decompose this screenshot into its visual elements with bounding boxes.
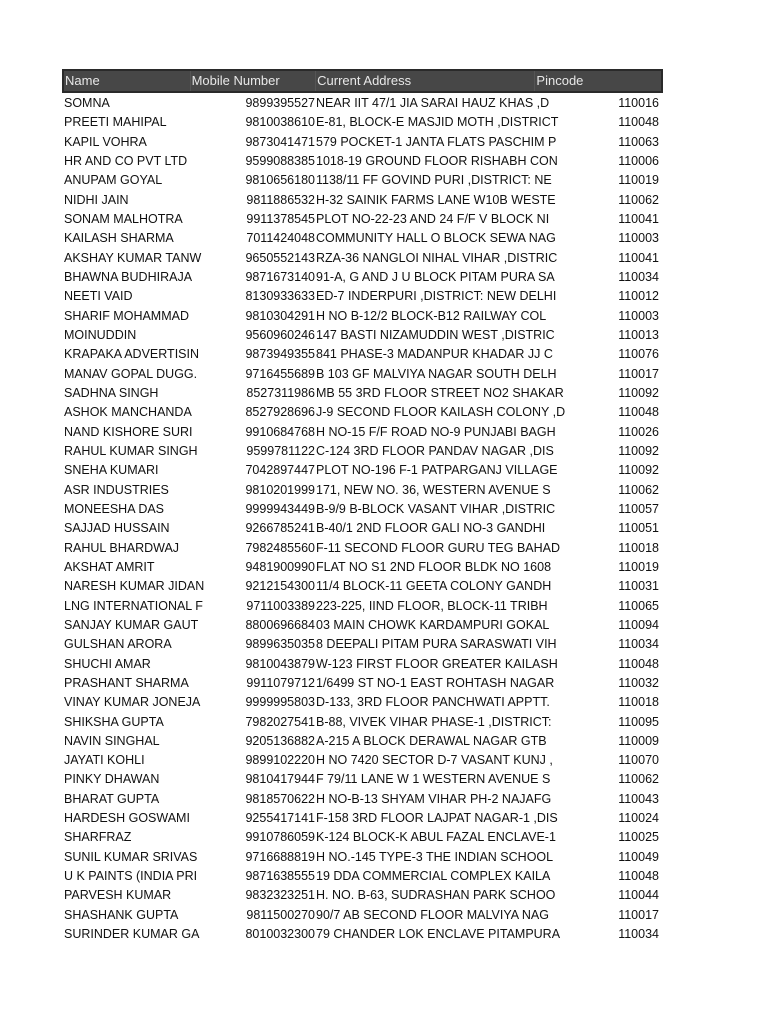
cell-pincode[interactable]: 110049 (618, 849, 659, 864)
cell-name[interactable]: SHUCHI AMAR (64, 656, 151, 671)
table-row (62, 461, 662, 480)
cell-mobile-number[interactable]: 7982485560 (245, 540, 315, 555)
cell-mobile-number[interactable]: 9711003389 (246, 598, 315, 613)
cell-mobile-number[interactable]: 9910786059 (245, 830, 315, 845)
cell-mobile-number[interactable]: 9873041471 (245, 134, 315, 149)
cell-current-address[interactable]: B-88, VIVEK VIHAR PHASE-1 ,DISTRICT: (316, 714, 552, 729)
cell-pincode[interactable]: 110019 (618, 173, 659, 188)
cell-name[interactable]: LNG INTERNATIONAL F (64, 598, 203, 613)
cell-current-address[interactable]: W-123 FIRST FLOOR GREATER KAILASH (316, 656, 558, 671)
cell-mobile-number[interactable]: 9999995803 (245, 695, 315, 710)
cell-name[interactable]: BHAWNA BUDHIRAJA (64, 269, 193, 284)
cell-mobile-number[interactable]: 9212154300 (245, 579, 315, 594)
cell-mobile-number[interactable]: 9481900990 (245, 559, 315, 574)
cell-current-address[interactable]: H-32 SAINIK FARMS LANE W10B WESTE (316, 192, 556, 207)
table-row (62, 191, 662, 210)
table-row (62, 94, 662, 113)
table-row (62, 113, 662, 132)
cell-name[interactable]: SHASHANK GUPTA (64, 907, 179, 922)
cell-pincode[interactable]: 110092 (618, 463, 659, 478)
table-row (62, 828, 662, 847)
cell-mobile-number[interactable]: 9911079712 (246, 675, 315, 690)
cell-mobile-number[interactable]: 8130933633 (245, 289, 315, 304)
header-row (62, 69, 663, 93)
cell-current-address[interactable]: H NO-15 F/F ROAD NO-9 PUNJABI BAGH (316, 424, 556, 439)
cell-mobile-number[interactable]: 9911378545 (246, 211, 315, 226)
table-row (62, 790, 662, 809)
cell-name[interactable]: SHARIF MOHAMMAD (64, 308, 189, 323)
cell-name[interactable]: MOINUDDIN (64, 327, 137, 342)
cell-mobile-number[interactable]: 8527928696 (245, 405, 315, 420)
cell-name[interactable]: ASR INDUSTRIES (64, 482, 169, 497)
cell-name[interactable]: GULSHAN ARORA (64, 637, 172, 652)
cell-pincode[interactable]: 110048 (618, 405, 659, 420)
cell-pincode[interactable]: 110016 (618, 96, 659, 110)
table-row (62, 848, 662, 867)
header-name[interactable]: Name (64, 71, 191, 91)
cell-name[interactable]: NAVIN SINGHAL (64, 733, 160, 748)
header-pincode[interactable]: Pincode (535, 71, 661, 91)
table-row (62, 635, 662, 654)
cell-mobile-number[interactable]: 9873949355 (245, 347, 315, 362)
cell-current-address[interactable]: 1018-19 GROUND FLOOR RISHABH CON (316, 153, 558, 168)
cell-current-address[interactable]: PLOT NO-196 F-1 PATPARGANJ VILLAGE (316, 463, 558, 478)
table-row (62, 171, 662, 190)
cell-current-address[interactable]: 1/6499 ST NO-1 EAST ROHTASH NAGAR (316, 675, 555, 690)
table-row (62, 287, 662, 306)
cell-mobile-number[interactable]: 8800696684 (245, 617, 315, 632)
cell-pincode[interactable]: 110026 (618, 424, 659, 439)
cell-mobile-number[interactable]: 9899102220 (245, 753, 315, 768)
cell-mobile-number[interactable]: 9810417944 (245, 772, 315, 787)
cell-name[interactable]: SADHNA SINGH (64, 385, 159, 400)
cell-name[interactable]: MANAV GOPAL DUGG. (64, 366, 198, 381)
cell-pincode[interactable]: 110065 (618, 598, 659, 613)
cell-name[interactable]: BHARAT GUPTA (64, 791, 160, 806)
cell-pincode[interactable]: 110034 (618, 637, 659, 652)
cell-pincode[interactable]: 110041 (618, 250, 659, 265)
cell-name[interactable]: RAHUL KUMAR SINGH (64, 443, 198, 458)
table-row (62, 906, 662, 925)
cell-mobile-number[interactable]: 9899635035 (245, 637, 315, 652)
cell-current-address[interactable]: F-11 SECOND FLOOR GURU TEG BAHAD (316, 540, 561, 555)
cell-mobile-number[interactable]: 7982027541 (245, 714, 315, 729)
table-row (62, 616, 662, 635)
table-row (62, 268, 662, 287)
cell-mobile-number[interactable]: 8527311986 (246, 385, 315, 400)
cell-mobile-number[interactable]: 9716688819 (245, 849, 315, 864)
cell-pincode[interactable]: 110013 (618, 327, 659, 342)
cell-pincode[interactable]: 110019 (618, 559, 659, 574)
table-row (62, 442, 662, 461)
cell-pincode[interactable]: 110044 (618, 888, 659, 903)
cell-name[interactable]: KRAPAKA ADVERTISIN (64, 347, 200, 362)
cell-name[interactable]: KAPIL VOHRA (64, 134, 147, 149)
cell-mobile-number[interactable]: 9810304291 (245, 308, 315, 323)
table-row (62, 925, 662, 944)
cell-pincode[interactable]: 110048 (618, 869, 659, 884)
cell-mobile-number[interactable]: 9810656180 (245, 173, 315, 188)
cell-name[interactable]: SONAM MALHOTRA (64, 211, 183, 226)
cell-current-address[interactable]: 90/7 AB SECOND FLOOR MALVIYA NAG (316, 907, 549, 922)
table-row (62, 655, 662, 674)
cell-name[interactable]: SHIKSHA GUPTA (64, 714, 164, 729)
cell-mobile-number[interactable]: 9811500270 (246, 907, 315, 922)
table-row (62, 558, 662, 577)
cell-current-address[interactable]: H NO B-12/2 BLOCK-B12 RAILWAY COL (316, 308, 547, 323)
cell-mobile-number[interactable]: 7011424048 (246, 231, 315, 246)
cell-mobile-number[interactable]: 9599781122 (246, 443, 315, 458)
cell-mobile-number[interactable]: 9818570622 (245, 791, 315, 806)
table-row (62, 152, 662, 171)
cell-name[interactable]: PREETI MAHIPAL (64, 115, 167, 130)
cell-name[interactable]: ANUPAM GOYAL (64, 173, 163, 188)
cell-pincode[interactable]: 110092 (618, 385, 659, 400)
table-row (62, 519, 662, 538)
cell-current-address[interactable]: 8 DEEPALI PITAM PURA SARASWATI VIH (316, 637, 557, 652)
cell-current-address[interactable]: J-9 SECOND FLOOR KAILASH COLONY ,D (316, 405, 566, 420)
table-row (62, 597, 662, 616)
cell-pincode[interactable]: 110003 (618, 308, 659, 323)
cell-mobile-number[interactable]: 9910684768 (245, 424, 315, 439)
cell-current-address[interactable]: NEAR IIT 47/1 JIA SARAI HAUZ KHAS ,D (316, 96, 550, 110)
cell-mobile-number[interactable]: 8010032300 (245, 927, 315, 942)
cell-name[interactable]: NIDHI JAIN (64, 192, 129, 207)
cell-mobile-number[interactable]: 9810043879 (245, 656, 315, 671)
cell-name[interactable]: NAND KISHORE SURI (64, 424, 193, 439)
cell-mobile-number[interactable]: 9871638555 (245, 869, 315, 884)
cell-current-address[interactable]: 147 BASTI NIZAMUDDIN WEST ,DISTRIC (316, 327, 555, 342)
cell-name[interactable]: JAYATI KOHLI (64, 753, 145, 768)
cell-current-address[interactable]: C-124 3RD FLOOR PANDAV NAGAR ,DIS (316, 443, 554, 458)
table-row (62, 867, 662, 886)
cell-current-address[interactable]: 11/4 BLOCK-11 GEETA COLONY GANDH (316, 579, 552, 594)
cell-current-address[interactable]: 223-225, IIND FLOOR, BLOCK-11 TRIBH (316, 598, 548, 613)
cell-mobile-number[interactable]: 9650552143 (245, 250, 315, 265)
cell-pincode[interactable]: 110051 (618, 521, 659, 536)
cell-mobile-number[interactable]: 9871673140 (245, 269, 315, 284)
cell-name[interactable]: AKSHAY KUMAR TANW (64, 250, 202, 265)
cell-pincode[interactable]: 110012 (618, 289, 659, 304)
cell-mobile-number[interactable]: 9811886532 (246, 192, 315, 207)
table-row (62, 500, 662, 519)
table-body (62, 94, 662, 944)
cell-current-address[interactable]: H. NO. B-63, SUDRASHAN PARK SCHOO (316, 888, 556, 903)
cell-current-address[interactable]: F-158 3RD FLOOR LAJPAT NAGAR-1 ,DIS (316, 811, 558, 826)
table-row (62, 423, 662, 442)
cell-pincode[interactable]: 110018 (618, 540, 659, 555)
table-row (62, 210, 662, 229)
cell-pincode[interactable]: 110095 (618, 714, 659, 729)
cell-pincode[interactable]: 110025 (618, 830, 659, 845)
cell-pincode[interactable]: 110003 (618, 231, 659, 246)
cell-current-address[interactable]: 579 POCKET-1 JANTA FLATS PASCHIM P (316, 134, 557, 149)
cell-mobile-number[interactable]: 9599088385 (245, 153, 315, 168)
cell-pincode[interactable]: 110034 (618, 927, 659, 942)
cell-name[interactable]: RAHUL BHARDWAJ (64, 540, 180, 555)
cell-current-address[interactable]: 19 DDA COMMERCIAL COMPLEX KAILA (316, 869, 551, 884)
cell-pincode[interactable]: 110031 (618, 579, 659, 594)
cell-pincode[interactable]: 110041 (618, 211, 659, 226)
table-row (62, 713, 662, 732)
spreadsheet-table (62, 69, 662, 944)
cell-pincode[interactable]: 110070 (618, 753, 659, 768)
cell-current-address[interactable]: COMMUNITY HALL O BLOCK SEWA NAG (316, 231, 556, 246)
cell-pincode[interactable]: 110063 (618, 134, 659, 149)
table-row (62, 693, 662, 712)
cell-name[interactable]: SURINDER KUMAR GA (64, 927, 200, 942)
cell-pincode[interactable]: 110034 (618, 269, 659, 284)
cell-current-address[interactable]: MB 55 3RD FLOOR STREET NO2 SHAKAR (316, 385, 564, 400)
cell-mobile-number[interactable]: 7042897447 (245, 463, 315, 478)
cell-name[interactable]: AKSHAT AMRIT (64, 559, 155, 574)
table-row (62, 770, 662, 789)
cell-current-address[interactable]: E-81, BLOCK-E MASJID MOTH ,DISTRICT (316, 115, 559, 130)
table-row (62, 365, 662, 384)
table-row (62, 307, 662, 326)
cell-name[interactable]: NEETI VAID (64, 289, 133, 304)
header-current-address[interactable]: Current Address (316, 71, 535, 91)
table-row (62, 345, 662, 364)
table-row (62, 249, 662, 268)
cell-name[interactable]: VINAY KUMAR JONEJA (64, 695, 201, 710)
cell-name[interactable]: SANJAY KUMAR GAUT (64, 617, 199, 632)
cell-current-address[interactable]: FLAT NO S1 2ND FLOOR BLDK NO 1608 (316, 559, 552, 574)
header-mobile-number[interactable]: Mobile Number (191, 71, 317, 91)
cell-pincode[interactable]: 110048 (618, 656, 659, 671)
table-row (62, 133, 662, 152)
cell-current-address[interactable]: B 103 GF MALVIYA NAGAR SOUTH DELH (316, 366, 557, 381)
cell-name[interactable]: SNEHA KUMARI (64, 463, 159, 478)
cell-pincode[interactable]: 110092 (618, 443, 659, 458)
cell-pincode[interactable]: 110032 (618, 675, 659, 690)
table-row (62, 326, 662, 345)
table-row (62, 674, 662, 693)
table-row (62, 732, 662, 751)
cell-mobile-number[interactable]: 9716455689 (245, 366, 315, 381)
cell-name[interactable]: PARVESH KUMAR (64, 888, 172, 903)
cell-name[interactable]: HR AND CO PVT LTD (64, 153, 188, 168)
cell-mobile-number[interactable]: 9560960246 (245, 327, 315, 342)
cell-pincode[interactable]: 110094 (618, 617, 659, 632)
cell-name[interactable]: PRASHANT SHARMA (64, 675, 189, 690)
cell-name[interactable]: U K PAINTS (INDIA PRI (64, 869, 198, 884)
cell-current-address[interactable]: H NO 7420 SECTOR D-7 VASANT KUNJ , (316, 753, 553, 768)
cell-current-address[interactable]: H NO.-145 TYPE-3 THE INDIAN SCHOOL (316, 849, 554, 864)
cell-current-address[interactable]: 1138/11 FF GOVIND PURI ,DISTRICT: NE (316, 173, 552, 188)
cell-pincode[interactable]: 110043 (618, 791, 659, 806)
cell-current-address[interactable]: 171, NEW NO. 36, WESTERN AVENUE S (316, 482, 551, 497)
cell-mobile-number[interactable]: 9205136882 (245, 733, 315, 748)
cell-pincode[interactable]: 110018 (618, 695, 659, 710)
cell-mobile-number[interactable]: 9832323251 (245, 888, 315, 903)
cell-current-address[interactable]: D-133, 3RD FLOOR PANCHWATI APPTT. (316, 695, 550, 710)
cell-pincode[interactable]: 110048 (618, 115, 659, 130)
cell-current-address[interactable]: ED-7 INDERPURI ,DISTRICT: NEW DELHI (316, 289, 557, 304)
cell-current-address[interactable]: B-9/9 B-BLOCK VASANT VIHAR ,DISTRIC (316, 501, 556, 516)
cell-mobile-number[interactable]: 9999943449 (245, 501, 315, 516)
cell-pincode[interactable]: 110076 (618, 347, 659, 362)
cell-name[interactable]: PINKY DHAWAN (64, 772, 160, 787)
cell-current-address[interactable]: 03 MAIN CHOWK KARDAMPURI GOKAL (316, 617, 550, 632)
table-row (62, 886, 662, 905)
cell-current-address[interactable]: 91-A, G AND J U BLOCK PITAM PURA SA (316, 269, 555, 284)
cell-pincode[interactable]: 110009 (618, 733, 659, 748)
cell-pincode[interactable]: 110062 (618, 772, 659, 787)
cell-current-address[interactable]: 79 CHANDER LOK ENCLAVE PITAMPURA (316, 927, 561, 942)
cell-pincode[interactable]: 110057 (618, 501, 659, 516)
cell-name[interactable]: MONEESHA DAS (64, 501, 165, 516)
cell-current-address[interactable]: K-124 BLOCK-K ABUL FAZAL ENCLAVE-1 (316, 830, 556, 845)
cell-name[interactable]: ASHOK MANCHANDA (64, 405, 192, 420)
cell-current-address[interactable]: PLOT NO-22-23 AND 24 F/F V BLOCK NI (316, 211, 550, 226)
cell-mobile-number[interactable]: 9810201999 (245, 482, 315, 497)
cell-mobile-number[interactable]: 9810038610 (245, 115, 315, 130)
cell-name[interactable]: SUNIL KUMAR SRIVAS (64, 849, 198, 864)
cell-pincode[interactable]: 110017 (618, 366, 659, 381)
cell-current-address[interactable]: 841 PHASE-3 MADANPUR KHADAR JJ C (316, 347, 553, 362)
cell-name[interactable]: KAILASH SHARMA (64, 231, 174, 246)
table-row (62, 809, 662, 828)
cell-pincode[interactable]: 110006 (618, 153, 659, 168)
cell-current-address[interactable]: A-215 A BLOCK DERAWAL NAGAR GTB (316, 733, 547, 748)
table-row (62, 539, 662, 558)
cell-current-address[interactable]: H NO-B-13 SHYAM VIHAR PH-2 NAJAFG (316, 791, 552, 806)
cell-name[interactable]: SHARFRAZ (64, 830, 132, 845)
cell-name[interactable]: HARDESH GOSWAMI (64, 811, 190, 826)
cell-current-address[interactable]: RZA-36 NANGLOI NIHAL VIHAR ,DISTRIC (316, 250, 558, 265)
cell-pincode[interactable]: 110062 (618, 482, 659, 497)
table-row (62, 577, 662, 596)
cell-mobile-number[interactable]: 9899395527 (245, 96, 315, 110)
cell-name[interactable]: SAJJAD HUSSAIN (64, 521, 170, 536)
cell-name[interactable]: SOMNA (64, 96, 110, 110)
table-row (62, 481, 662, 500)
cell-mobile-number[interactable]: 9255417141 (245, 811, 315, 826)
table-row (62, 384, 662, 403)
table-row (62, 403, 662, 422)
cell-mobile-number[interactable]: 9266785241 (245, 521, 315, 536)
table-row (62, 751, 662, 770)
cell-current-address[interactable]: F 79/11 LANE W 1 WESTERN AVENUE S (316, 772, 551, 787)
cell-pincode[interactable]: 110024 (618, 811, 659, 826)
cell-pincode[interactable]: 110062 (618, 192, 659, 207)
cell-pincode[interactable]: 110017 (618, 907, 659, 922)
cell-name[interactable]: NARESH KUMAR JIDAN (64, 579, 205, 594)
table-row (62, 229, 662, 248)
cell-current-address[interactable]: B-40/1 2ND FLOOR GALI NO-3 GANDHI (316, 521, 546, 536)
